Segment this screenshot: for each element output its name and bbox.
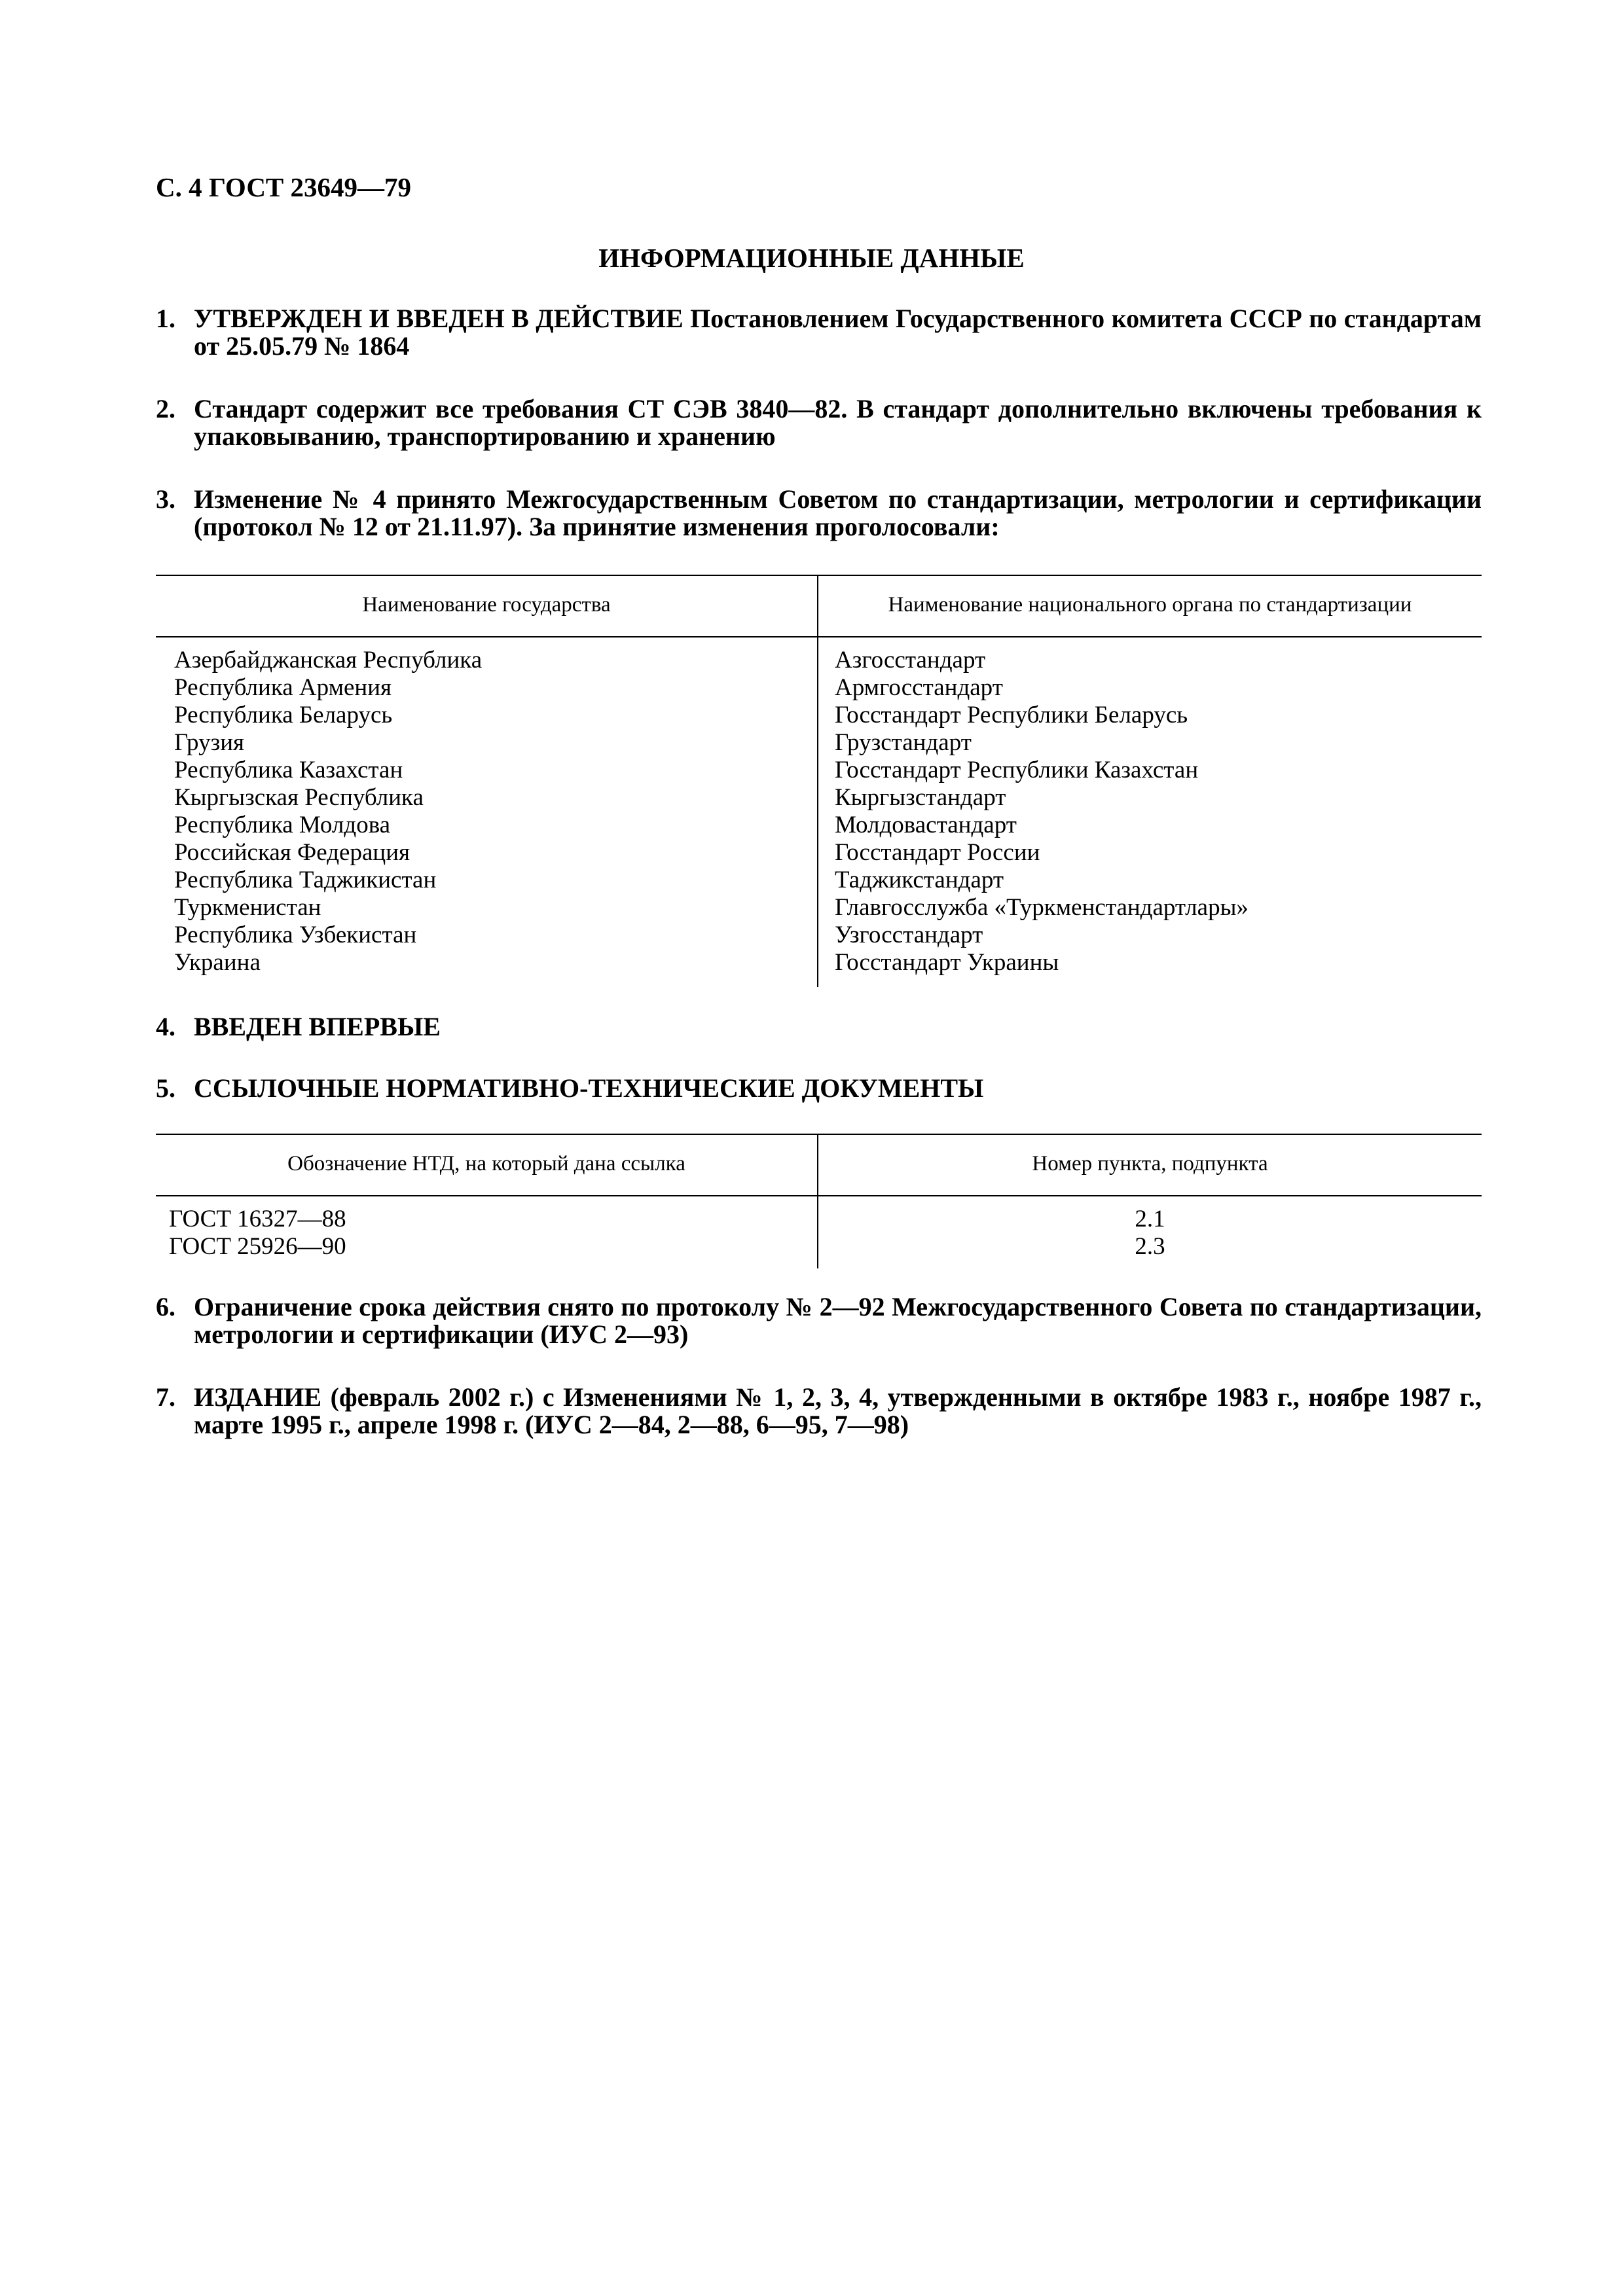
table-cell-authority: Армгосстандарт: [835, 674, 1003, 701]
item-number: 2.: [156, 394, 175, 423]
table-cell-state: Республика Беларусь: [174, 702, 393, 728]
column-header-state: Наименование государства: [362, 593, 611, 617]
item-text: ИЗДАНИЕ (февраль 2002 г.) с Изменениями № 1, 2, 3, 4, утвержденными в октябре 1983 г., ноябре 1987 г., марте 1995 г., апреле 1998 г. (ИУС 2—84, 2—88, 6—95, 7—98): [194, 1382, 1482, 1439]
table-cell-authority: Кыргызстандарт: [835, 784, 1006, 811]
item-4: [156, 1013, 1482, 1041]
item-6: [156, 1293, 1482, 1348]
table-cell-authority: Грузстандарт: [835, 729, 972, 756]
table-cell-state: Грузия: [174, 729, 245, 756]
item-number: 5.: [156, 1073, 175, 1103]
table-top-rule: [156, 575, 1482, 576]
table-cell-authority: Госстандарт Республики Беларусь: [835, 702, 1188, 728]
clauses-column: [818, 1206, 1482, 1261]
table-cell-clause: 2.3: [1135, 1233, 1165, 1260]
item-text: Стандарт содержит все требования СТ СЭВ 3840—82. В стандарт дополнительно включены требования к упаковыванию, транспортированию и хранению: [194, 394, 1482, 451]
item-2: [156, 395, 1482, 450]
table-cell-authority: Молдовастандарт: [835, 812, 1017, 838]
item-number: 6.: [156, 1292, 175, 1321]
table-header-rule: [156, 1195, 1482, 1196]
table-cell-authority: Узгосстандарт: [835, 922, 983, 948]
column-header-document: Обозначение НТД, на который дана ссылка: [287, 1152, 685, 1175]
item-3: [156, 486, 1482, 541]
table-cell-state: Республика Казахстан: [174, 757, 403, 783]
table-cell-clause: 2.1: [1135, 1206, 1165, 1232]
table-cell-state: Республика Узбекистан: [174, 922, 417, 948]
item-1: [156, 305, 1482, 360]
table-cell-state: Украина: [174, 949, 261, 976]
table-cell-authority: Азгосстандарт: [835, 647, 986, 673]
table-cell-state: Туркменистан: [174, 894, 321, 921]
table-cell-authority: Госстандарт России: [835, 839, 1040, 866]
table-cell-document: ГОСТ 16327—88: [169, 1206, 346, 1232]
table-cell-authority: Госстандарт Республики Казахстан: [835, 757, 1199, 783]
item-5: [156, 1075, 1482, 1102]
item-text: Ограничение срока действия снято по протоколу № 2—92 Межгосударственного Совета по стандартизации, метрологии и сертификации (ИУС 2—93): [194, 1292, 1482, 1349]
column-header-clause: Номер пункта, подпункта: [1032, 1152, 1268, 1175]
item-7: [156, 1384, 1482, 1439]
table-cell-state: Республика Армения: [174, 674, 392, 701]
item-text: ССЫЛОЧНЫЕ НОРМАТИВНО-ТЕХНИЧЕСКИЕ ДОКУМЕНТЫ: [194, 1073, 984, 1103]
table-cell-authority: Госстандарт Украины: [835, 949, 1059, 976]
table-top-rule: [156, 1134, 1482, 1135]
section-title: ИНФОРМАЦИОННЫЕ ДАННЫЕ: [598, 243, 1025, 273]
table-cell-state: Республика Молдова: [174, 812, 391, 838]
table-header-rule: [156, 636, 1482, 637]
table-cell-state: Российская Федерация: [174, 839, 410, 866]
item-number: 4.: [156, 1012, 175, 1041]
references-table: [156, 1134, 1482, 1268]
states-column: [174, 647, 482, 977]
column-header-authority: Наименование национального органа по стандартизации: [888, 593, 1412, 617]
table-cell-document: ГОСТ 25926—90: [169, 1233, 346, 1260]
table-cell-state: Кыргызская Республика: [174, 784, 424, 811]
item-text: Изменение № 4 принято Межгосударственным Советом по стандартизации, метрологии и сертификации (протокол № 12 от 21.11.97). За принятие изменения проголосовали:: [194, 484, 1482, 541]
table-cell-state: Азербайджанская Республика: [174, 647, 483, 673]
item-number: 3.: [156, 484, 175, 514]
authorities-column: [835, 647, 1249, 977]
item-number: 7.: [156, 1382, 175, 1412]
item-text: УТВЕРЖДЕН И ВВЕДЕН В ДЕЙСТВИЕ Постановлением Государственного комитета СССР по стандартам от 25.05.79 № 1864: [194, 304, 1482, 361]
item-number: 1.: [156, 304, 175, 333]
item-text: ВВЕДЕН ВПЕРВЫЕ: [194, 1012, 441, 1041]
table-cell-authority: Главгосслужба «Туркменстандартлары»: [835, 894, 1249, 921]
documents-column: [169, 1206, 346, 1261]
table-cell-state: Республика Таджикистан: [174, 867, 437, 893]
states-table: [156, 575, 1482, 987]
table-cell-authority: Таджикстандарт: [835, 867, 1004, 893]
page-header: С. 4 ГОСТ 23649—79: [156, 172, 412, 202]
